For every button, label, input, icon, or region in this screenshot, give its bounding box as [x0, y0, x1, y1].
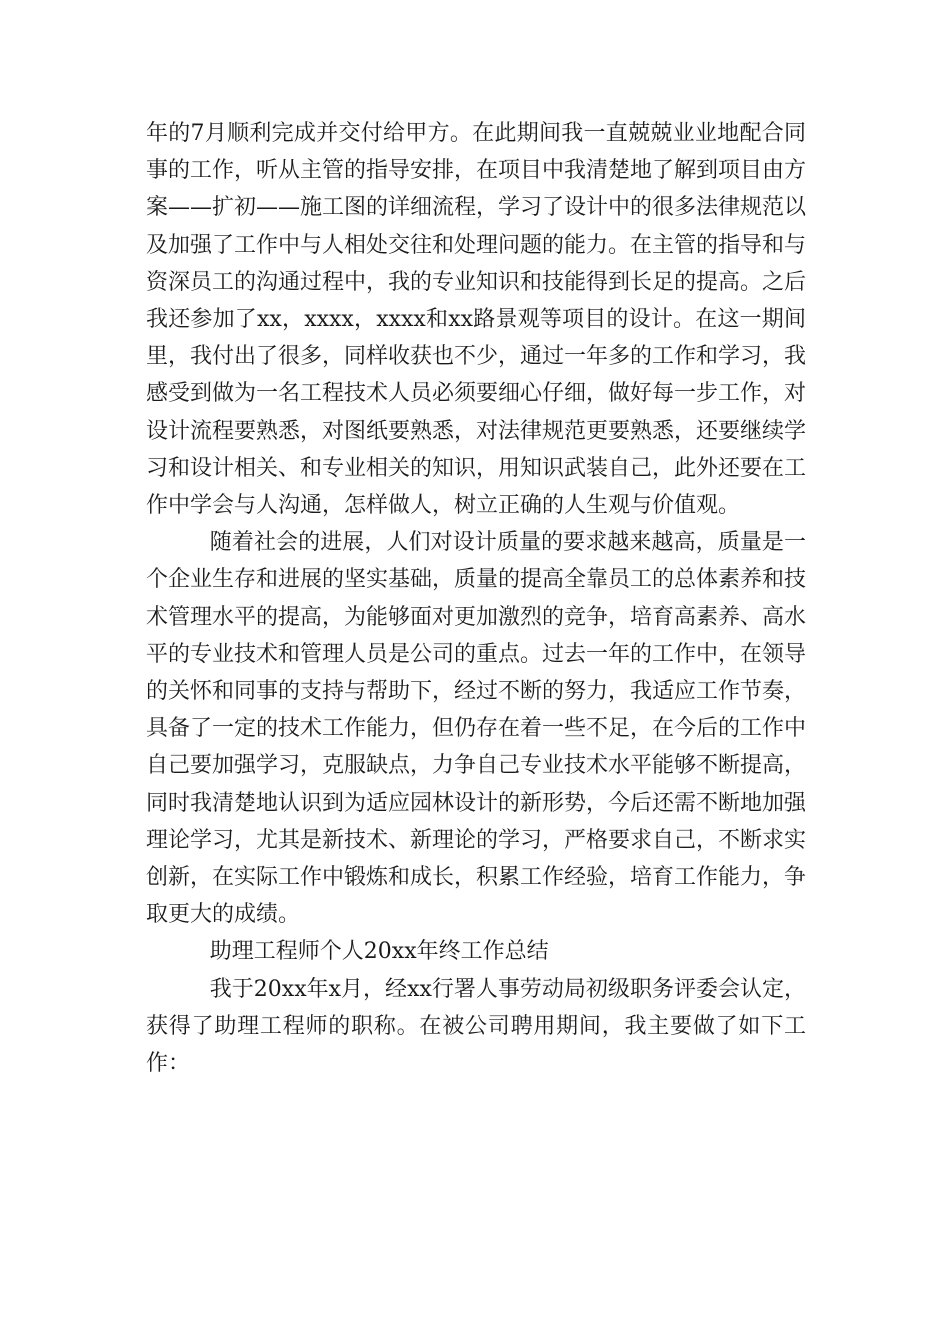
paragraph-project-experience: 年的7月顺利完成并交付给甲方。在此期间我一直兢兢业业地配合同事的工作，听从主管的指导安排，在项目中我清楚地了解到项目由方案——扩初——施工图的详细流程，学习了设计中的很多法律规范以及加强了工作中与人相处交往和处理问题的能力。在主管的指导和与资深员工的沟通过程中，我的专业知识和技能得到长足的提高。之后我还参加了xx，xxxx，xxxx和xx路景观等项目的设计。在这一期间里，我付出了很多，同样收获也不少，通过一年多的工作和学习，我感受到做为一名工程技术人员必须要细心仔细，做好每一步工作，对设计流程要熟悉，对图纸要熟悉，对法律规范更要熟悉，还要继续学习和设计相关、和专业相关的知识，用知识武装自己，此外还要在工作中学会与人沟通，怎样做人，树立正确的人生观与价值观。	[146, 121, 807, 519]
document-page	[146, 115, 806, 1082]
paragraph-title-certification: 我于20xx年x月，经xx行署人事劳动局初级职务评委会认定，获得了助理工程师的职称。在被公司聘用期间，我主要做了如下工作：	[146, 976, 806, 1077]
paragraph-quality-reflection: 随着社会的进展，人们对设计质量的要求越来越高，质量是一个企业生存和进展的坚实基础，质量的提高全靠员工的总体素养和技术管理水平的提高，为能够面对更加激烈的竞争，培育高素养、高水平的专业技术和管理人员是公司的重点。过去一年的工作中，在领导的关怀和同事的支持与帮助下，经过不断的努力，我适应工作节奏，具备了一定的技术工作能力，但仍存在着一些不足，在今后的工作中自己要加强学习，克服缺点，力争自己专业技术水平能够不断提高，同时我清楚地认识到为适应园林设计的新形势，今后还需不断地加强理论学习，尤其是新技术、新理论的学习，严格要求自己，不断求实创新，在实际工作中锻炼和成长，积累工作经验，培育工作能力，争取更大的成绩。	[146, 530, 807, 928]
section-heading: 助理工程师个人20xx年终工作总结	[209, 939, 549, 965]
